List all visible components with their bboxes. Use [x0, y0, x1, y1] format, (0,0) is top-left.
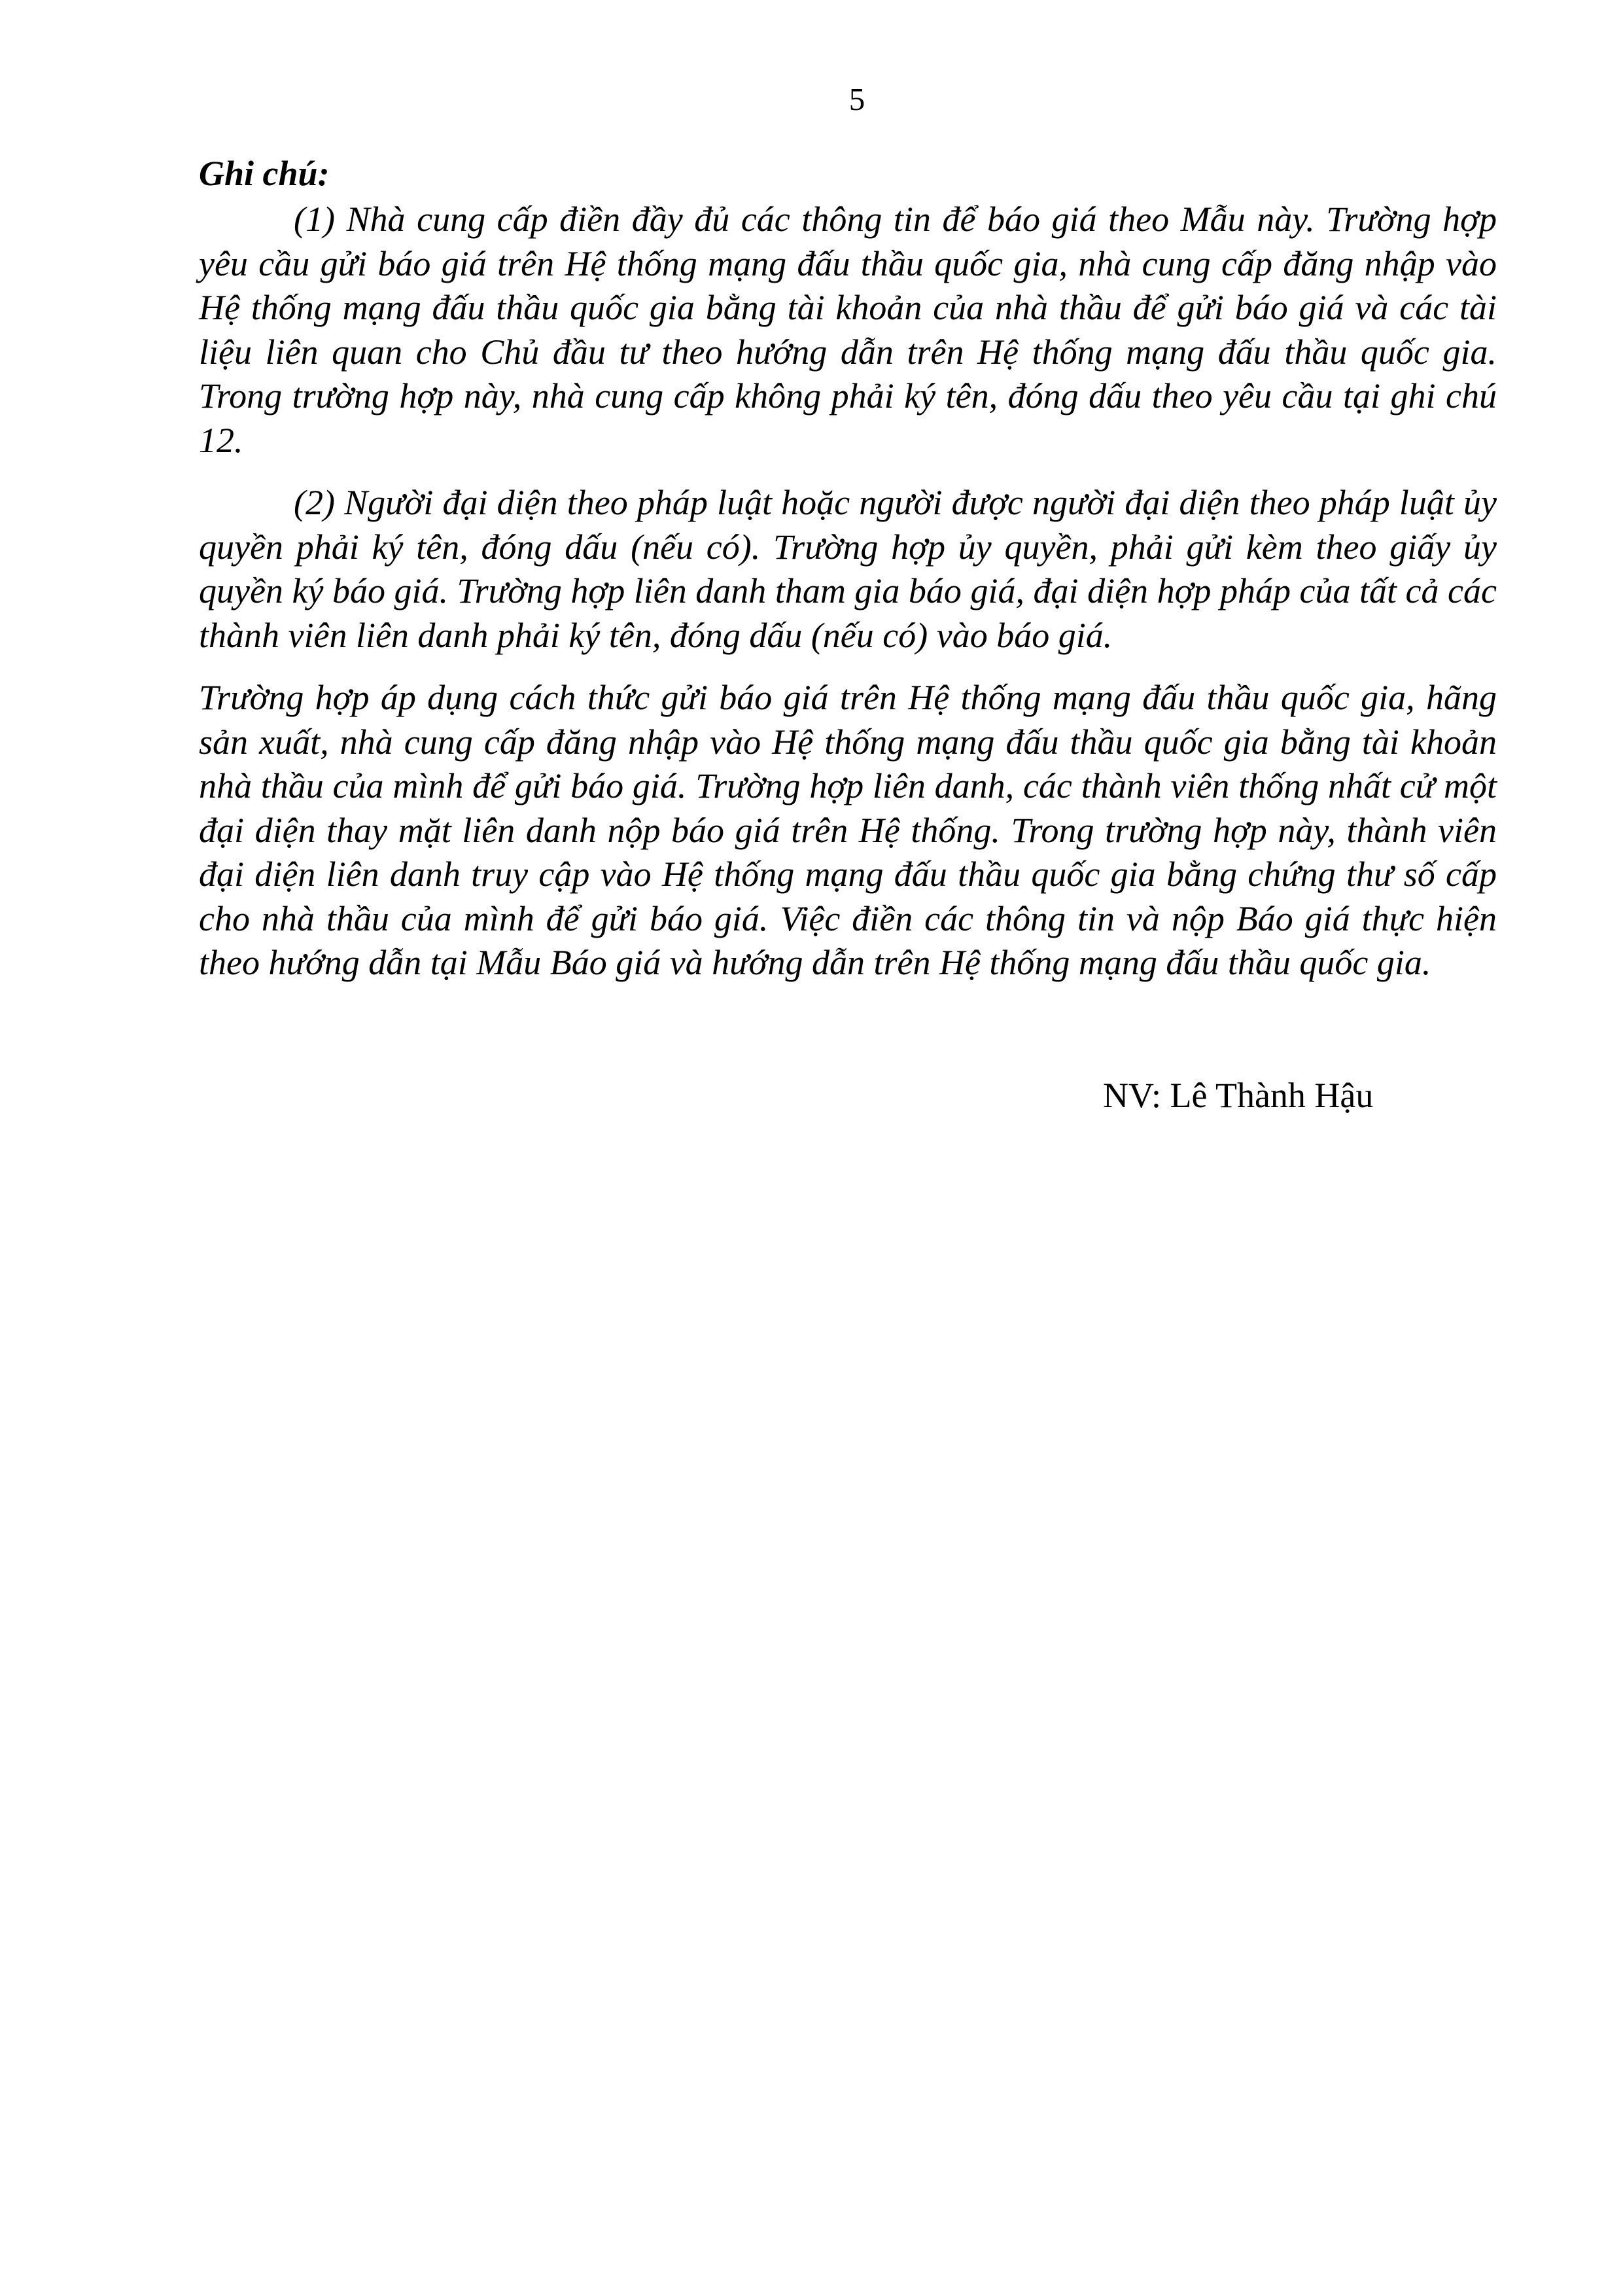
- note-paragraph-3: Trường hợp áp dụng cách thức gửi báo giá trên Hệ thống mạng đấu thầu quốc gia, hãng sản xuất, nhà cung cấp đăng nhập vào Hệ thống mạng đấu thầu quốc gia bằng tài khoản nhà thầu của mình để gửi báo giá. Trường hợp liên danh, các thành viên thống nhất cử một đại diện thay mặt liên danh nộp báo giá trên Hệ thống. Trong trường hợp này, thành viên đại diện liên danh truy cập vào Hệ thống mạng đấu thầu quốc gia bằng chứng thư số cấp cho nhà thầu của mình để gửi báo giá. Việc điền các thông tin và nộp Báo giá thực hiện theo hướng dẫn tại Mẫu Báo giá và hướng dẫn trên Hệ thống mạng đấu thầu quốc gia.: [199, 678, 1497, 982]
- page-number: 5: [848, 81, 865, 117]
- notes-heading: Ghi chú:: [199, 154, 330, 193]
- staff-signature: NV: Lê Thành Hậu: [1103, 1076, 1374, 1115]
- note-paragraph-2: (2) Người đại diện theo pháp luật hoặc người được người đại diện theo pháp luật ủy quyền phải ký tên, đóng dấu (nếu có). Trường hợp ủy quyền, phải gửi kèm theo giấy ủy quyền ký báo giá. Trường hợp liên danh tham gia báo giá, đại diện hợp pháp của tất cả các thành viên liên danh phải ký tên, đóng dấu (nếu có) vào báo giá.: [199, 483, 1497, 655]
- note-paragraph-1: (1) Nhà cung cấp điền đầy đủ các thông tin để báo giá theo Mẫu này. Trường hợp yêu cầu gửi báo giá trên Hệ thống mạng đấu thầu quốc gia, nhà cung cấp đăng nhập vào Hệ thống mạng đấu thầu quốc gia bằng tài khoản của nhà thầu để gửi báo giá và các tài liệu liên quan cho Chủ đầu tư theo hướng dẫn trên Hệ thống mạng đấu thầu quốc gia. Trong trường hợp này, nhà cung cấp không phải ký tên, đóng dấu theo yêu cầu tại ghi chú 12.: [199, 200, 1497, 460]
- notes-section: [199, 150, 1497, 985]
